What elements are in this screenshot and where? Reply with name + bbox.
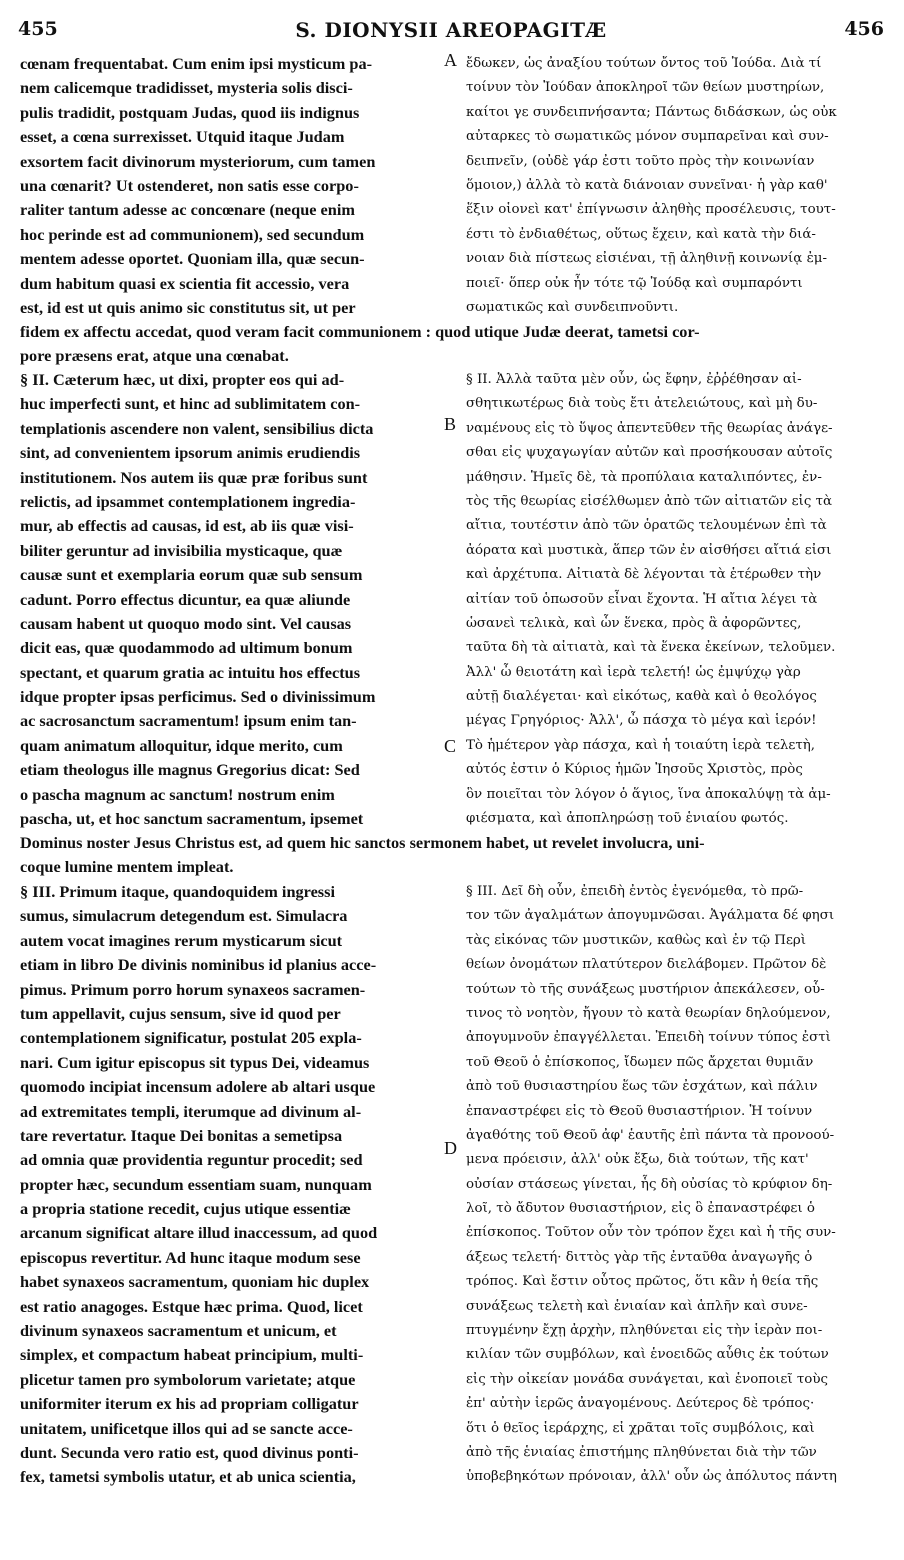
text-line: sumus, simulacrum detegendum est. Simulacra bbox=[20, 906, 348, 926]
text-line: αὐτῇ διαλέγεται· καὶ εἰκότως, καθὰ καὶ ὁ θεολόγος bbox=[466, 689, 817, 705]
text-line: ναμένους εἰς τὸ ὕψος ἀπεντεῦθεν τῆς θεωρίας ἀνάγε- bbox=[466, 420, 833, 436]
text-line: tum appellavit, cujus sensum, sive id quod per bbox=[20, 1003, 341, 1023]
text-line: quam animatum alloquitur, idque merito, cum bbox=[20, 735, 343, 755]
text-line: § III. Primum itaque, quandoquidem ingressi bbox=[20, 882, 335, 901]
text-line: ad omnia quæ providentia reguntur procedit; sed bbox=[20, 1150, 363, 1170]
text-line: coque lumine mentem impleat. bbox=[20, 857, 234, 876]
text-line: μέγας Γρηγόριος· Ἀλλ', ὦ πάσχα τὸ μέγα καὶ ἱερόν! bbox=[466, 713, 817, 729]
text-line: τρόπος. Καὶ ἔστιν οὗτος πρῶτος, ὅτι κἂν ἡ θεία τῆς bbox=[466, 1274, 819, 1290]
text-line: etiam theologus ille magnus Gregorius dicat: Sed bbox=[20, 760, 360, 780]
text-line: εἰς τὴν οἰκείαν μονάδα συνάγεται, καὶ ἑνοποιεῖ τοὺς bbox=[466, 1371, 828, 1387]
text-line: tare revertatur. Itaque Dei bonitas a semetipsa bbox=[20, 1125, 343, 1145]
text-line: huc imperfecti sunt, et hinc ad sublimitatem con- bbox=[20, 394, 361, 414]
text-line: habet synaxeos sacramentum, quoniam hic duplex bbox=[20, 1272, 370, 1292]
margin-letter-b: B bbox=[444, 414, 457, 434]
text-line: fex, tametsi symbolis utatur, et ab unica scientia, bbox=[20, 1467, 356, 1487]
text-line: σωματικῶς καὶ συνδειπνοῦντι. bbox=[466, 299, 679, 315]
text-line: ἀγαθότης τοῦ Θεοῦ ἀφ' ἑαυτῆς ἐπὶ πάντα τὰ προνοού- bbox=[466, 1127, 835, 1143]
text-line: propter hæc, secundum essentiam suam, nunquam bbox=[20, 1174, 372, 1194]
text-line: κιλίαν τῶν συμβόλων, καὶ ἑνοειδῶς αὖθις ἐκ τούτων bbox=[466, 1347, 829, 1363]
text-line: dum habitum quasi ex scientia fit accessio, vera bbox=[20, 273, 350, 293]
text-line: ταῦτα δὴ τὰ αἰτιατὰ, καὶ τὰ ἕνεκα ἐκείνων, τελοῦμεν. bbox=[466, 640, 836, 656]
text-line: πτυγμένην ἔχῃ ἀρχὴν, πληθύνεται εἰς τὴν ἱερὰν ποι- bbox=[466, 1323, 823, 1339]
text-line: μενα πρόεισιν, ἀλλ' οὐκ ἔξω, διὰ τούτων, τῆς κατ' bbox=[466, 1152, 809, 1168]
text-line: τούτων τὸ τῆς συνάξεως μυστήριον ἀπεκάλεσεν, οὗ- bbox=[466, 981, 825, 997]
text-line: μάθησιν. Ἡμεῖς δὲ, τὰ προπύλαια καταλιπόντες, ἐν- bbox=[466, 469, 822, 485]
text-line: pascha, ut, et hoc sanctum sacramentum, ipsemet bbox=[20, 809, 364, 829]
text-line: pulis tradidit, postquam Judas, quod iis indignus bbox=[20, 102, 360, 122]
text-line: autem vocat imagines rerum mysticarum sicut bbox=[20, 930, 343, 950]
running-header bbox=[18, 18, 884, 48]
text-line: quomodo incipiat incensum adolere ab altari usque bbox=[20, 1077, 376, 1097]
text-line: έστι τὸ ἐνδιαθέτως, οὕτως ἔχειν, καὶ κατὰ τὴν διά- bbox=[466, 226, 816, 242]
text-line: αἴτια, τουτέστιν ἀπὸ τῶν ὁρατῶς τελουμένων ἐπὶ τὰ bbox=[466, 518, 827, 534]
latin-full-width-line-2: Dominus noster Jesus Christus est, ad quem hic sanctos sermonem habet, ut revelet involucra, uni- bbox=[20, 833, 705, 852]
greek-column-block-2 bbox=[466, 368, 884, 831]
text-line: unitatem, unificetque illos qui ad se sancte acce- bbox=[20, 1418, 353, 1438]
text-line: § III. Δεῖ δὴ οὖν, ἐπειδὴ ἐντὸς ἐγενόμεθα, τὸ πρῶ- bbox=[466, 884, 804, 899]
text-line: αὐτός ἐστιν ὁ Κύριος ἡμῶν Ἰησοῦς Χριστὸς, πρὸς bbox=[466, 762, 803, 778]
margin-letter-a: A bbox=[444, 50, 457, 70]
text-line: ac sacrosanctum sacramentum! ipsum enim tan- bbox=[20, 711, 357, 731]
text-line: nari. Cum igitur episcopus sit typus Dei, videamus bbox=[20, 1052, 370, 1072]
text-line: ad extremitates templi, iterumque ad divinum al- bbox=[20, 1101, 362, 1121]
text-line: divinum synaxeos sacramentum et unicum, et bbox=[20, 1321, 337, 1341]
text-line: ὃν ποιεῖται τὸν λόγον ὁ ἅγιος, ἵνα ἀποκαλύψῃ τὰ ἀμ- bbox=[466, 786, 831, 802]
text-line: dunt. Secunda vero ratio est, quod divinus ponti- bbox=[20, 1442, 359, 1462]
text-line: templationis ascendere non valent, sensibilius dicta bbox=[20, 418, 374, 438]
text-line: etiam in libro De divinis nominibus id planius acce- bbox=[20, 955, 377, 975]
text-line: δειπνεῖν, (οὐδὲ γάρ ἐστι τοῦτο πρὸς τὴν κοινωνίαν bbox=[466, 153, 815, 169]
text-line: mur, ab effectis ad causas, id est, ab iis quæ visi- bbox=[20, 516, 354, 536]
text-line: plicetur tamen pro symbolorum varietate; atque bbox=[20, 1369, 356, 1389]
text-line: contemplationem significatur, postulat 205 expla- bbox=[20, 1028, 362, 1048]
text-line: τοίνυν τὸν Ἰούδαν ἀποκληροῖ τῶν θείων μυστηρίων, bbox=[466, 80, 825, 96]
page-number-left: 455 bbox=[18, 18, 58, 40]
latin-column-block-1 bbox=[20, 52, 438, 320]
text-line: raliter tantum adesse ac concœnare (neque enim bbox=[20, 200, 355, 220]
text-line: ἀόρατα καὶ μυστικὰ, ἅπερ τῶν ἐν αἰσθήσει αἴτιά εἰσι bbox=[466, 542, 832, 558]
text-line: οὐσίαν στάσεως γίνεται, ἧς δὴ οὐσίας τὸ κρύφιον δη- bbox=[466, 1176, 833, 1192]
text-line: τινος τὸ νοητὸν, ἤγουν τὸ κατὰ θεωρίαν δηλούμενον, bbox=[466, 1005, 831, 1021]
text-line: § II. Cæterum hæc, ut dixi, propter eos qui ad- bbox=[20, 370, 345, 389]
text-line: § II. Ἀλλὰ ταῦτα μὲν οὖν, ὡς ἔφην, ἐῤῥέθησαν αἰ- bbox=[466, 372, 802, 387]
text-line: σθαι εἰς ψυχαγωγίαν αὐτῶν καὶ προσήκουσαν αὐτοῖς bbox=[466, 445, 833, 461]
text-line: cœnam frequentabat. Cum enim ipsi mysticum pa- bbox=[20, 54, 373, 73]
greek-column-block-1 bbox=[466, 52, 884, 320]
text-line: arcanum significat altare illud inaccessum, ad quod bbox=[20, 1223, 378, 1243]
text-line: φιέσματα, καὶ ἀποπληρώσῃ τοῦ ἑνιαίου φωτός. bbox=[466, 811, 789, 827]
text-line: episcopus revertitur. Ad hunc itaque modum sese bbox=[20, 1247, 361, 1267]
text-line: exsortem facit divinorum mysteriorum, cum tamen bbox=[20, 151, 376, 171]
text-line: καὶ ἀρχέτυπα. Αἰτιατὰ δὲ λέγονται τὰ ἑτέρωθεν τὴν bbox=[466, 567, 822, 583]
text-line: ἔδωκεν, ὡς ἀναξίου τούτων ὄντος τοῦ Ἰούδα. Διὰ τί bbox=[466, 56, 822, 71]
text-line: biliter geruntur ad invisibilia mysticaque, quæ bbox=[20, 540, 343, 560]
text-line: τὸς τῆς θεωρίας εἰσέλθωμεν ἀπὸ τῶν αἰτιατῶν εἰς τὰ bbox=[466, 493, 833, 509]
text-line: σθητικωτέρως διὰ τοὺς ἔτι ἀτελειώτους, καὶ μὴ δυ- bbox=[466, 396, 818, 412]
text-line: Ἀλλ' ὦ θειοτάτη καὶ ἱερὰ τελετή! ὡς ἐμψύχῳ γὰρ bbox=[466, 664, 801, 680]
text-line: mentem adesse oportet. Quoniam illa, quæ secun- bbox=[20, 249, 365, 269]
text-line: αὐταρκες τὸ σωματικῶς μόνον συμπαρεῖναι καὶ συν- bbox=[466, 129, 829, 145]
text-line: ἀπὸ τοῦ θυσιαστηρίου ἕως τῶν ἐσχάτων, καὶ πάλιν bbox=[466, 1079, 818, 1095]
header-title: S. DIONYSII AREOPAGITÆ bbox=[295, 18, 607, 42]
page-number-right: 456 bbox=[844, 18, 884, 40]
text-line: νοιαν διὰ πίστεως εἰσιέναι, τῇ ἀληθινῇ κοινωνίᾳ ἐμ- bbox=[466, 251, 827, 267]
text-line: hoc perinde est ad communionem), sed secundum bbox=[20, 224, 365, 244]
text-line: ὡσανεὶ τελικὰ, καὶ ὧν ἕνεκα, πρὸς ἃ ἀφορῶντες, bbox=[466, 615, 802, 631]
text-line: sint, ad convenientem ipsorum animis erudiendis bbox=[20, 443, 361, 463]
text-line: ὅμοιον,) ἀλλὰ τὸ κατὰ διάνοιαν συνεῖναι· ἡ γὰρ καθ' bbox=[466, 177, 828, 193]
text-line: nem calicemque tradidisset, mysteria solis disci- bbox=[20, 78, 353, 98]
text-line: a propria statione recedit, cujus utique essentiæ bbox=[20, 1199, 351, 1219]
text-line: αἰτίαν τοῦ ὁπωσοῦν εἶναι ἔχοντα. Ἡ αἴτια λέγει τὰ bbox=[466, 591, 818, 607]
text-line: spectant, et quarum gratia ac intuitu hos effectus bbox=[20, 662, 361, 682]
text-line: simplex, et compactum habeat principium, multi- bbox=[20, 1345, 364, 1365]
text-line: institutionem. Nos autem iis quæ præ foribus sunt bbox=[20, 467, 368, 487]
text-line: τον τῶν ἀγαλμάτων ἀπογυμνῶσαι. Ἀγάλματα δέ φησι bbox=[466, 908, 835, 924]
text-line: ἐπίσκοπος. Τοῦτον οὖν τὸν τρόπον ἔχει καὶ ἡ τῆς συν- bbox=[466, 1225, 836, 1241]
text-line: causæ sunt et exemplaria eorum quæ sub sensum bbox=[20, 565, 363, 585]
text-line: ἐπ' αὐτὴν ἱερῶς ἀναγομένους. Δεύτερος δὲ τρόπος· bbox=[466, 1396, 815, 1412]
text-line: esset, a cœna surrexisset. Utquid itaque Judam bbox=[20, 127, 345, 147]
latin-line-after-wide-2 bbox=[20, 855, 438, 879]
text-line: τὰς εἰκόνας τῶν μυστικῶν, καθὼς καὶ ἐν τῷ Περὶ bbox=[466, 932, 807, 948]
latin-column-block-2 bbox=[20, 368, 438, 831]
text-line: idque propter ipsas perficimus. Sed o divinissimum bbox=[20, 687, 376, 707]
text-line: pore præsens erat, atque una cœnabat. bbox=[20, 346, 289, 365]
text-line: dicit eas, quæ quodammodo ad ultimum bonum bbox=[20, 638, 353, 658]
text-line: o pascha magnum ac sanctum! nostrum enim bbox=[20, 784, 335, 804]
text-line: θείων ὀνομάτων πλατύτερον διελάβομεν. Πρῶτον δὲ bbox=[466, 957, 827, 973]
text-line: est, id est ut quis animo sic constitutus sit, ut per bbox=[20, 297, 356, 317]
text-line: λοῖ, τὸ ἄδυτον θυσιαστήριον, εἰς ὃ ἐπαναστρέφει ὁ bbox=[466, 1201, 815, 1217]
text-line: relictis, ad ipsammet contemplationem ingrediа- bbox=[20, 491, 356, 511]
latin-column-block-3 bbox=[20, 880, 438, 1490]
text-line: άξεως τελετή· διττὸς γὰρ τῆς ἐνταῦθα ἀναγωγῆς ὁ bbox=[466, 1249, 813, 1265]
margin-letter-c: C bbox=[444, 736, 457, 756]
text-line: una cœnarit? Ut ostenderet, non satis esse corpo- bbox=[20, 175, 359, 195]
text-line: τοῦ Θεοῦ ὁ ἐπίσκοπος, ἴδωμεν πῶς ἄρχεται θυμιᾶν bbox=[466, 1054, 814, 1070]
text-line: est ratio anagoges. Estque hæc prima. Quod, licet bbox=[20, 1296, 363, 1316]
text-line: ἕξιν οἱονεὶ κατ' ἐπίγνωσιν ἀληθὴς προσέλευσις, τουτ- bbox=[466, 202, 836, 218]
text-line: ἐπαναστρέφει εἰς τὸ Θεοῦ θυσιαστήριον. Ἡ τοίνυν bbox=[466, 1103, 813, 1119]
text-line: pimus. Primum porro horum synaxeos sacramen- bbox=[20, 979, 366, 999]
text-line: ὑποβεβηκότων πρόνοιαν, ἀλλ' οὖν ὡς ἀπόλυτος πάντη bbox=[466, 1469, 837, 1485]
text-line: ὅτι ὁ θεῖος ἱεράρχης, εἰ χρᾶται τοῖς συμβόλοις, καὶ bbox=[466, 1420, 815, 1436]
text-line: uniformiter iterum ex his ad propriam colligatur bbox=[20, 1394, 359, 1414]
text-line: ἀπὸ τῆς ἑνιαίας ἐπιστήμης πληθύνεται διὰ τὴν τῶν bbox=[466, 1444, 817, 1460]
text-line: causam habent ut quoquo modo sint. Vel causas bbox=[20, 613, 352, 633]
text-line: καίτοι γε συνδειπνήσαντα; Πάντως διδάσκων, ὡς οὐκ bbox=[466, 104, 837, 120]
text-line: συνάξεως τελετὴ καὶ ἑνιαίαν καὶ ἁπλῆν καὶ συνε- bbox=[466, 1298, 808, 1314]
text-line: ἀπογυμνοῦν ἐπαγγέλλεται. Ἐπειδὴ τοίνυν τύπος ἐστὶ bbox=[466, 1030, 831, 1046]
text-line: ποιεῖ· ὅπερ οὐκ ἦν τότε τῷ Ἰούδᾳ καὶ συμπαρόντι bbox=[466, 275, 803, 291]
greek-column-block-3 bbox=[466, 880, 884, 1490]
latin-full-width-line-1: fidem ex affectu accedat, quod veram facit communionem : quod utique Judæ deerat, tametsi cor- bbox=[20, 322, 700, 341]
text-line: cadunt. Porro effectus dicuntur, ea quæ aliunde bbox=[20, 589, 351, 609]
text-line: Τὸ ἡμέτερον γὰρ πάσχα, καὶ ἡ τοιαύτη ἱερὰ τελετὴ, bbox=[466, 737, 816, 753]
margin-letter-d: D bbox=[444, 1138, 457, 1158]
latin-line-after-wide-1 bbox=[20, 344, 438, 368]
